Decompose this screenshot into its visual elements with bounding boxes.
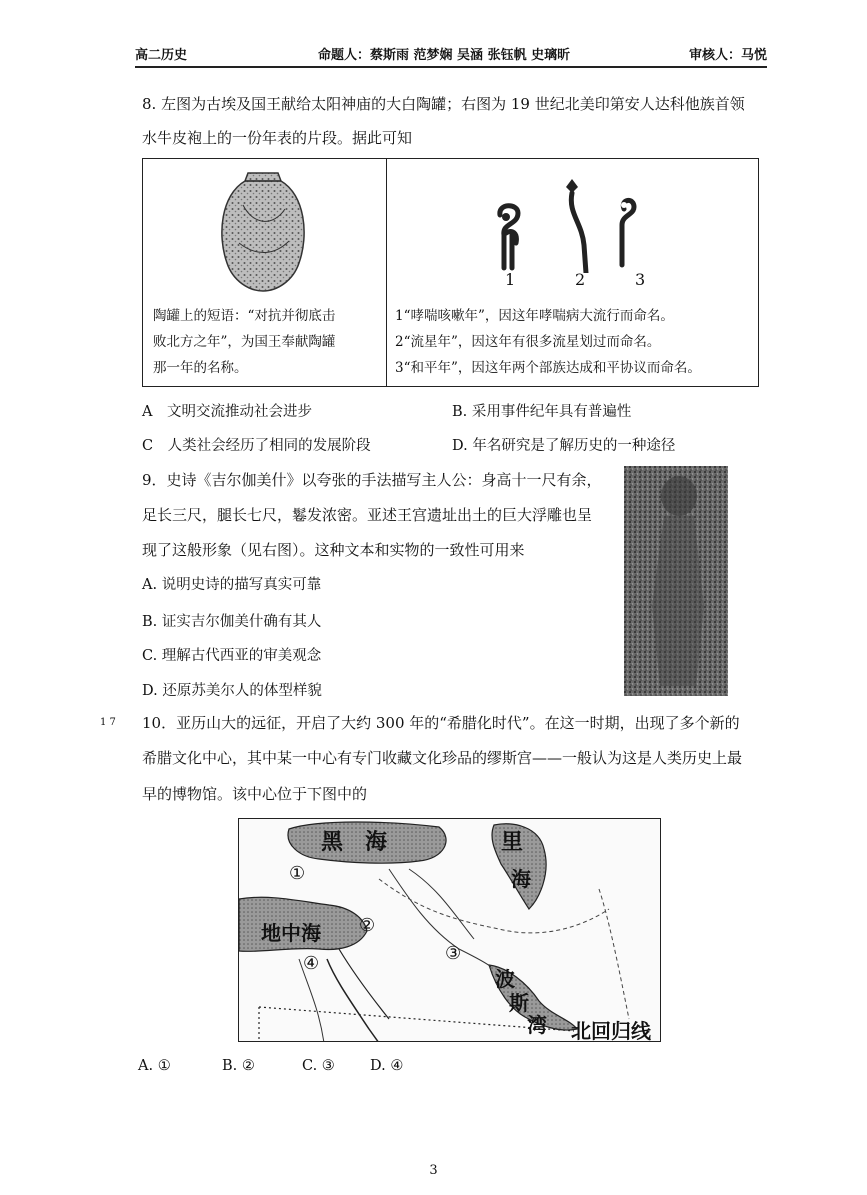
q8-option-c[interactable]: C 人类社会经历了相同的发展阶段	[142, 438, 371, 454]
pictograph-glyphs	[488, 173, 658, 273]
marker-3: ③	[445, 943, 462, 964]
q8-stem-line1: 8. 左图为古埃及国王献给太阳神庙的大白陶罐；右图为 19 世纪北美印第安人达科他族首领	[142, 95, 745, 113]
q9-stem-line2: 足长三尺，腿长七尺，鬈发浓密。亚述王宫遗址出土的巨大浮雕也呈	[142, 506, 593, 524]
q10-option-d[interactable]: D. ④	[370, 1058, 404, 1074]
label-gulf-2: 斯	[509, 991, 529, 1015]
label-caspian-2: 海	[511, 867, 531, 891]
q10-option-b[interactable]: B. ②	[222, 1058, 255, 1074]
q9-option-a[interactable]: A. 说明史诗的描写真实可靠	[142, 577, 322, 593]
region-map	[238, 818, 661, 1042]
authors-label: 命题人：蔡斯雨 范梦娴 吴涵 张钰帆 史璃昕	[318, 48, 571, 63]
jar-caption-line1: 陶罐上的短语：“对抗并彻底击	[153, 308, 336, 324]
page-header	[135, 44, 767, 68]
q8-option-b[interactable]: B. 采用事件纪年具有普遍性	[452, 404, 632, 420]
marker-2: ②	[359, 915, 376, 936]
glyph-label-3: 3	[635, 270, 646, 289]
marker-4: ④	[303, 953, 320, 974]
page-number: 3	[429, 1163, 438, 1178]
glyph-label-2: 2	[575, 270, 586, 289]
label-gulf-1: 波	[495, 967, 515, 991]
glyph-caption-2: 2“流星年”，因这年有很多流星划过而命名。	[395, 334, 661, 350]
margin-mark: 1 7	[100, 717, 116, 728]
q10-option-a[interactable]: A. ①	[138, 1058, 171, 1074]
jar-caption-line3: 那一年的名称。	[153, 360, 248, 376]
marker-1: ①	[289, 863, 306, 884]
label-caspian-1: 里	[501, 829, 524, 855]
q10-stem-line3: 早的博物馆。该中心位于下图中的	[142, 785, 368, 803]
q10-stem-line1: 10．亚历山大的远征，开启了大约 300 年的“希腊化时代”。在这一时期，出现了多个新的	[142, 714, 740, 732]
q10-option-c[interactable]: C. ③	[302, 1058, 335, 1074]
reviewer-label: 审核人：马悦	[688, 48, 767, 63]
q8-source-table	[142, 158, 759, 387]
q8-option-a[interactable]: A 文明交流推动社会进步	[142, 404, 312, 420]
jar-image	[213, 165, 313, 295]
glyph-caption-3: 3“和平年”，因这年两个部族达成和平协议而命名。	[395, 360, 701, 376]
table-divider	[386, 159, 387, 386]
q9-option-b[interactable]: B. 证实吉尔伽美什确有其人	[142, 614, 322, 630]
q8-stem-line2: 水牛皮袍上的一份年表的片段。据此可知	[142, 129, 413, 147]
q10-stem-line2: 希腊文化中心，其中某一中心有专门收藏文化珍品的缪斯宫——一般认为这是人类历史上最	[142, 749, 743, 767]
q8-option-d[interactable]: D. 年名研究是了解历史的一种途径	[452, 438, 676, 454]
subject-label: 高二历史	[135, 48, 188, 63]
label-mediterranean: 地中海	[261, 921, 321, 945]
q9-option-d[interactable]: D. 还原苏美尔人的体型样貌	[142, 683, 322, 699]
jar-caption-line2: 败北方之年”，为国王奉献陶罐	[153, 334, 336, 350]
q9-stem-line1: 9．史诗《吉尔伽美什》以夸张的手法描写主人公：身高十一尺有余，	[142, 471, 602, 489]
q9-stem-line3: 现了这般形象（见右图）。这种文本和实物的一致性可用来	[142, 541, 525, 559]
relief-image	[624, 466, 728, 696]
label-gulf-3: 湾	[527, 1013, 547, 1037]
q9-option-c[interactable]: C. 理解古代西亚的审美观念	[142, 648, 322, 664]
label-tropic: 北回归线	[571, 1019, 651, 1042]
glyph-label-1: 1	[505, 270, 516, 289]
glyph-caption-1: 1“哮喘咳嗽年”，因这年哮喘病大流行而命名。	[395, 308, 674, 324]
label-black-sea: 黑 海	[321, 829, 388, 855]
